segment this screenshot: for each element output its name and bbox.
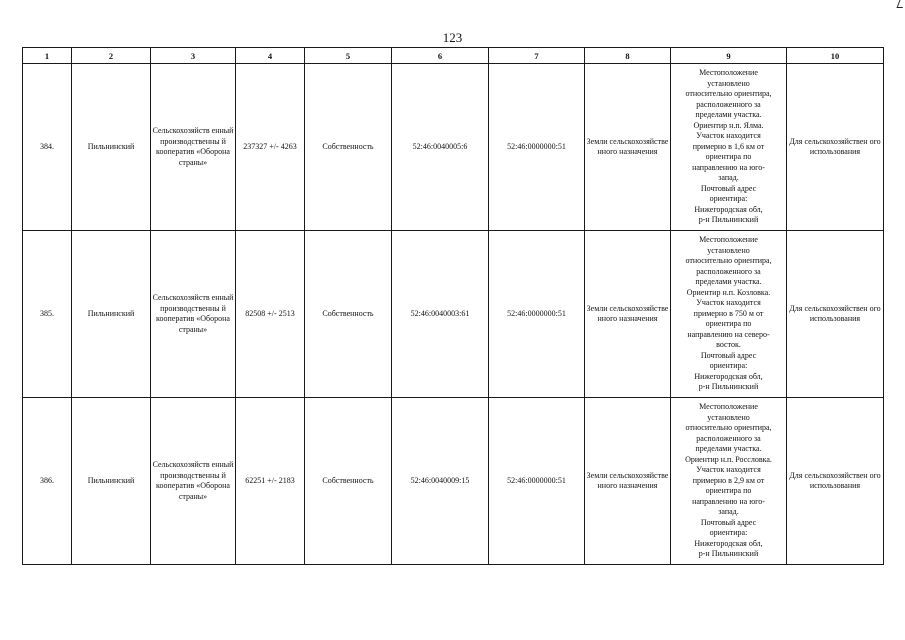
district-cell: Пильнинский xyxy=(72,64,151,231)
location-description-cell xyxy=(671,231,787,398)
land-registry-table xyxy=(22,47,884,565)
row-number: 384. xyxy=(23,64,72,231)
location-line: запад. xyxy=(718,507,739,517)
location-line: ориентира: xyxy=(709,194,748,204)
permitted-use-cell: Для сельскохозяйствен ого использования xyxy=(787,64,884,231)
column-header: 4 xyxy=(236,48,305,64)
land-category-cell: Земли сельскохозяйстве нного назначения xyxy=(585,231,671,398)
location-line: относительно ориентира, xyxy=(685,89,772,99)
land-category-cell: Земли сельскохозяйстве нного назначения xyxy=(585,398,671,565)
table-row xyxy=(23,231,884,398)
location-line: ориентира по xyxy=(705,486,752,496)
location-line: расположенного за xyxy=(696,266,761,276)
area-cell: 62251 +/- 2183 xyxy=(236,398,305,565)
location-line: запад. xyxy=(718,173,739,183)
location-line: Участок находится xyxy=(696,298,761,308)
district-cell: Пильнинский xyxy=(72,398,151,565)
location-line: направлению на северо- xyxy=(687,329,770,339)
location-line: Участок находится xyxy=(696,465,761,475)
location-line: Нижегородская обл, xyxy=(694,538,763,548)
land-category-cell: Земли сельскохозяйстве нного назначения xyxy=(585,64,671,231)
parent-parcel-cell: 52:46:0000000:51 xyxy=(489,64,585,231)
cadastral-number-cell: 52:46:0040003:61 xyxy=(392,231,489,398)
area-cell: 82508 +/- 2513 xyxy=(236,231,305,398)
district-cell: Пильнинский xyxy=(72,231,151,398)
column-header: 8 xyxy=(585,48,671,64)
location-line: р-н Пильнинский xyxy=(698,382,759,392)
location-line: направлению на юго- xyxy=(692,162,765,172)
location-line: пределами участка. xyxy=(695,110,762,120)
column-header: 3 xyxy=(151,48,236,64)
column-header: 5 xyxy=(305,48,392,64)
header-row xyxy=(23,48,884,64)
owner-cell: Сельскохозяйств енный производственны й кооператив «Оборона страны» xyxy=(151,231,236,398)
column-header: 10 xyxy=(787,48,884,64)
cadastral-number-cell: 52:46:0040009:15 xyxy=(392,398,489,565)
location-line: относительно ориентира, xyxy=(685,423,772,433)
location-line: Местоположение xyxy=(699,235,758,245)
cadastral-number-cell: 52:46:0040005:6 xyxy=(392,64,489,231)
area-cell: 237327 +/- 4263 xyxy=(236,64,305,231)
location-line: Ориентир н.п. Козловка. xyxy=(686,287,771,297)
location-line: примерно в 750 м от xyxy=(693,308,764,318)
location-line: установлено xyxy=(707,78,750,88)
location-line: р-н Пильнинский xyxy=(698,549,759,559)
location-description-cell xyxy=(671,398,787,565)
page-number: 123 xyxy=(442,30,463,45)
table-row xyxy=(23,398,884,565)
permitted-use-cell: Для сельскохозяйствен ого использования xyxy=(787,231,884,398)
location-line: Почтовый адрес xyxy=(700,183,757,193)
owner-cell: Сельскохозяйств енный производственны й кооператив «Оборона страны» xyxy=(151,64,236,231)
row-number: 385. xyxy=(23,231,72,398)
row-number: 386. xyxy=(23,398,72,565)
location-line: Нижегородская обл, xyxy=(694,371,763,381)
location-line: Ориентир н.п. Россловка. xyxy=(685,454,772,464)
location-line: пределами участка. xyxy=(695,277,762,287)
location-description-cell xyxy=(671,64,787,231)
table-body xyxy=(23,64,884,565)
column-header: 6 xyxy=(392,48,489,64)
location-line: примерно в 2,9 км от xyxy=(692,475,765,485)
corner-mark xyxy=(897,0,905,8)
column-header: 2 xyxy=(72,48,151,64)
location-line: восток. xyxy=(716,340,741,350)
location-line: расположенного за xyxy=(696,433,761,443)
column-header: 1 xyxy=(23,48,72,64)
location-line: Ориентир н.п. Ялма. xyxy=(693,120,764,130)
location-line: примерно в 1,6 км от xyxy=(692,141,765,151)
location-line: р-н Пильнинский xyxy=(698,215,759,225)
right-type-cell: Собственность xyxy=(305,64,392,231)
location-line: относительно ориентира, xyxy=(685,256,772,266)
location-line: ориентира по xyxy=(705,152,752,162)
right-type-cell: Собственность xyxy=(305,398,392,565)
location-line: направлению на юго- xyxy=(692,496,765,506)
owner-cell: Сельскохозяйств енный производственны й кооператив «Оборона страны» xyxy=(151,398,236,565)
table-row xyxy=(23,64,884,231)
location-line: Местоположение xyxy=(699,68,758,78)
location-line: ориентира по xyxy=(705,319,752,329)
location-line: расположенного за xyxy=(696,99,761,109)
location-line: установлено xyxy=(707,245,750,255)
location-line: ориентира: xyxy=(709,361,748,371)
location-line: Почтовый адрес xyxy=(700,517,757,527)
right-type-cell: Собственность xyxy=(305,231,392,398)
permitted-use-cell: Для сельскохозяйствен ого использования xyxy=(787,398,884,565)
parent-parcel-cell: 52:46:0000000:51 xyxy=(489,231,585,398)
column-header: 7 xyxy=(489,48,585,64)
location-line: установлено xyxy=(707,412,750,422)
location-line: Нижегородская обл, xyxy=(694,204,763,214)
location-line: ориентира: xyxy=(709,528,748,538)
column-header: 9 xyxy=(671,48,787,64)
parent-parcel-cell: 52:46:0000000:51 xyxy=(489,398,585,565)
location-line: Почтовый адрес xyxy=(700,350,757,360)
location-line: Местоположение xyxy=(699,402,758,412)
location-line: пределами участка. xyxy=(695,444,762,454)
location-line: Участок находится xyxy=(696,131,761,141)
